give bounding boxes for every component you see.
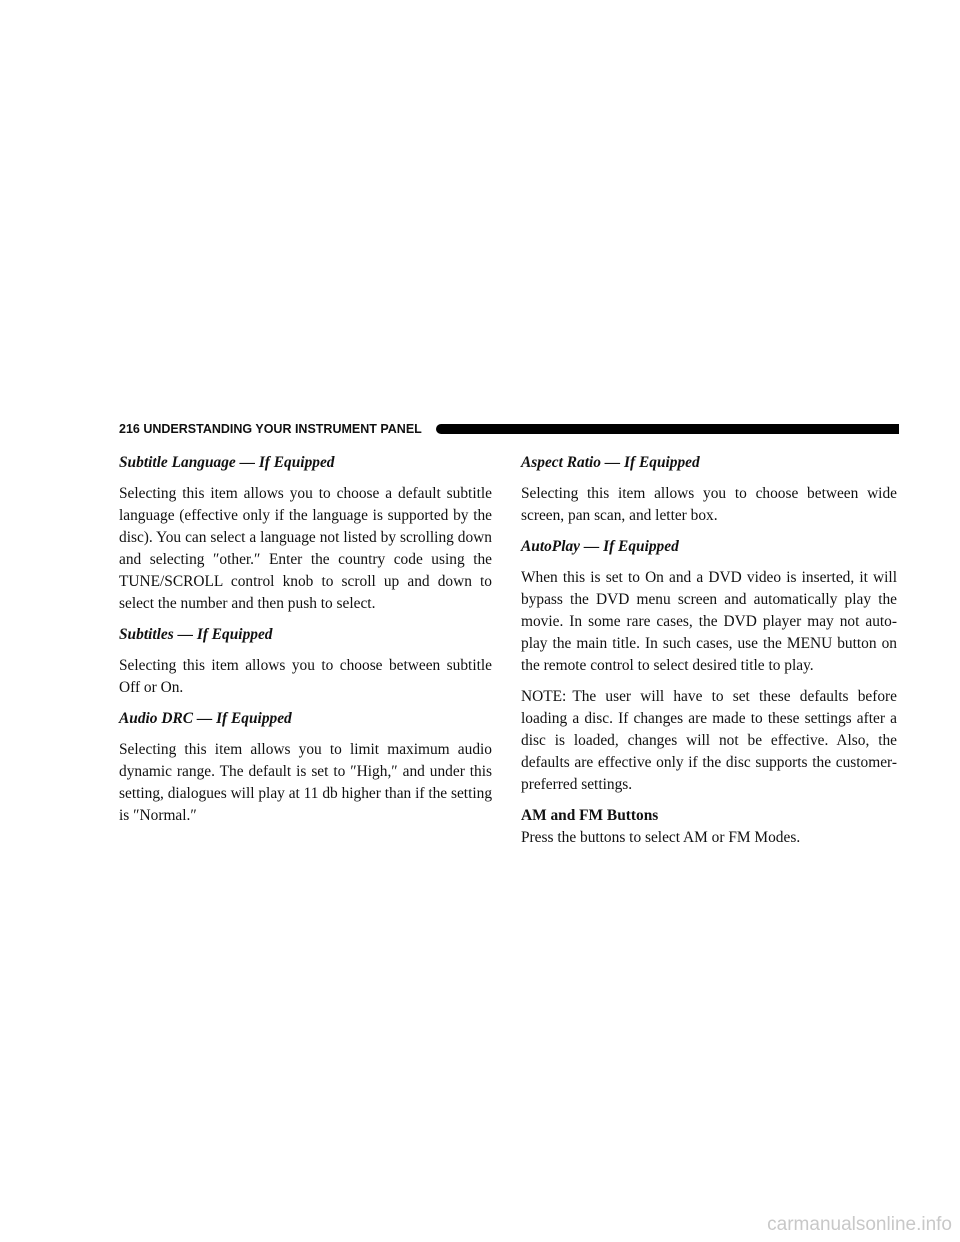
autoplay-heading: AutoPlay — If Equipped <box>521 538 679 555</box>
note-paragraph <box>521 686 897 796</box>
audio-drc-heading: Audio DRC — If Equipped <box>119 710 292 727</box>
audio-drc-body: Selecting this item allows you to limit maximum audio dynamic range. The default is set to ″High,″ and under this setting, dialogues will play at 11 db higher than if the setting is ″Normal.″ <box>119 741 493 824</box>
note-label: NOTE: <box>521 688 567 705</box>
right-column <box>521 452 897 849</box>
left-column <box>119 452 492 827</box>
subtitles-body: Selecting this item allows you to choose between subtitle Off or On. <box>119 657 492 696</box>
page-header <box>119 421 899 437</box>
header-rule <box>436 424 899 434</box>
subtitles-heading: Subtitles — If Equipped <box>119 626 273 643</box>
am-fm-heading: AM and FM Buttons <box>521 807 659 824</box>
am-fm-body: Press the buttons to select AM or FM Modes. <box>521 829 801 846</box>
note-body: The user will have to set these defaults before loading a disc. If changes are made to these settings after a disc is loaded, changes will not be effective. Also, the defaults are effective only if the disc supports the customer-preferred settings. <box>521 688 897 793</box>
aspect-ratio-body: Selecting this item allows you to choose between wide screen, pan scan, and letter box. <box>521 485 897 524</box>
aspect-ratio-heading: Aspect Ratio — If Equipped <box>521 454 700 471</box>
watermark-link[interactable]: carmanualsonline.info <box>767 1214 952 1235</box>
autoplay-body: When this is set to On and a DVD video is inserted, it will bypass the DVD menu screen and automatically play the movie. In some rare cases, the DVD player may not auto-play the main title. In such cases, use the MENU button on the remote control to select desired title to play. <box>521 569 897 674</box>
subtitle-language-body: Selecting this item allows you to choose a default subtitle language (effective only if the language is supported by the disc). You can select a language not listed by scrolling down and selecting ″other.″ Enter the country code using the TUNE/SCROLL control knob to scroll up and down to select the number and then push to select. <box>119 485 492 612</box>
page-number-and-section-title: 216 UNDERSTANDING YOUR INSTRUMENT PANEL <box>119 422 422 436</box>
subtitle-language-heading: Subtitle Language — If Equipped <box>119 454 335 471</box>
